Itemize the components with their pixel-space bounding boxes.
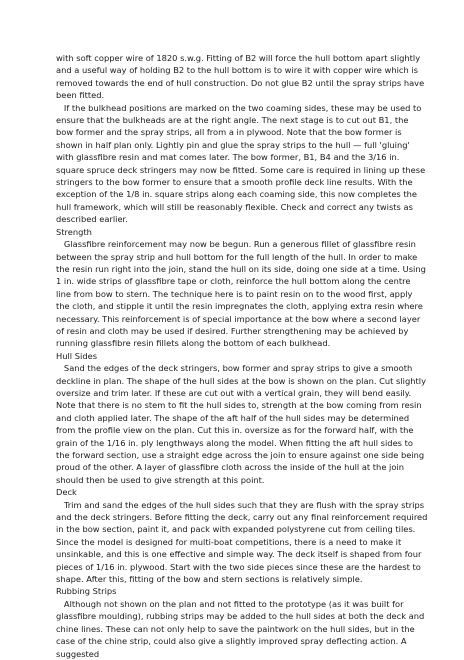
section-heading-strength: Strength (56, 226, 92, 237)
paragraph-hull-sides: Sand the edges of the deck stringers, bow former and spray strips to give a smooth deckline in plan. The shape of the hull sides at the bow is shown on the plan. Cut slightly oversize and trim later. If these are cut out with a vertical grain, they will bend easily. Note that there is no stem to fit the hull sides to, strength at the bow coming from resin and cloth applied later. The shape of the aft half of the hull sides may be determined from the profile view on the plan. Cut this in. oversize as for the forward half, with the grain of the 1/16 in. ply lengthways along the model. When fitting the aft hull sides to the forward section, use a straight edge across the join to ensure against one side being proud of the other. A layer of glassfibre cloth across the inside of the hull at the join should then be used to give strength at this point. (56, 363, 429, 485)
paragraph-rubbing-strips: Although not shown on the plan and not fitted to the prototype (as it was built for glassfibre moulding), rubbing strips may be added to the hull sides at both the deck and chine lines. These can not only help to save the paintwork on the hull sides, but in the case of the chine strip, could also give a slightly improved spray deflecting action. A suggested (56, 598, 427, 659)
paragraph-bulkhead-positions: If the bulkhead positions are marked on the two coaming sides, these may be used to ensure that the bulkheads are at the right angle. The next stage is to cut out B1, the bow former and the spray strips, all from a in plywood. Note that the bow former is shown in half plan only. Lightly pin and glue the spray strips to the hull — full 'gluing' with glassfibre resin and mat comes later. The bow former, B1, B4 and the 3/16 in. square spruce deck stringers may now be fitted. Some care is required in lining up these stringers to the bow former to ensure that a smooth profile deck line results. With the exception of the 1/8 in. square strips along each coaming side, this now completes the hull framework, which will still be reasonably flexible. Check and correct any twists as described earlier. (56, 102, 428, 225)
paragraph-deck: Trim and sand the edges of the hull sides such that they are flush with the spray strips and the deck stringers. Before fitting the deck, carry out any final reinforcement required in the bow section, paint it, and pack with expanded polystyrene cut from ceiling tiles. Since the model is designed for multi-boat competitions, there is a need to make it unsinkable, and this is one effective and simple way. The deck itself is shaped from four pieces of 1/16 in. plywood. Start with the two side pieces since these are the hardest to shape. After this, fitting of the bow and stern sections is relatively simple. (56, 499, 431, 585)
section-heading-deck: Deck (56, 487, 77, 498)
document-page (56, 52, 431, 660)
paragraph-copper-wire: with soft copper wire of 1820 s.w.g. Fitting of B2 will force the hull bottom apart slightly and a useful way of holding B2 to the hull bottom is to wire it with copper wire which is removed towards the end of hull construction. Do not glue B2 until the spray strips have been fitted. (56, 53, 427, 101)
paragraph-glassfibre-reinforcement: Glassfibre reinforcement may now be begun. Run a generous fillet of glassfibre resin between the spray strip and hull bottom for the full length of the hull. In order to make the resin run right into the join, stand the hull on its side, doing one side at a time. Using 1 in. wide strips of glassfibre tape or cloth, reinforce the hull bottom along the centre line from bow to stern. The technique here is to paint resin on to the wood first, apply the cloth, and stipple it until the resin impregnates the cloth, applying extra resin where necessary. This reinforcement is of special importance at the bow where a second layer of resin and cloth may be used if desired. Further strengthening may be achieved by running glassfibre resin fillets along the bottom of each bulkhead. (56, 239, 429, 349)
section-heading-hull-sides: Hull Sides (56, 350, 98, 361)
section-heading-rubbing-strips: Rubbing Strips (56, 586, 117, 597)
